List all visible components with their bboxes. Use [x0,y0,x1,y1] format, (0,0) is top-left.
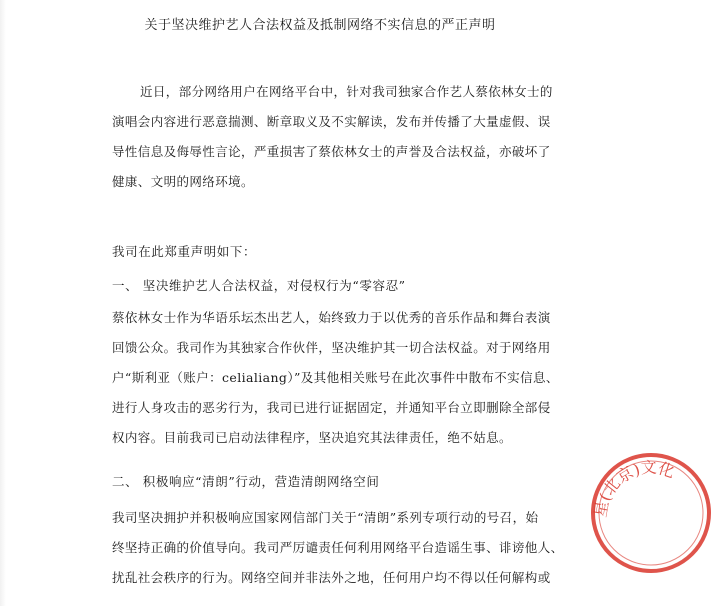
company-seal [586,448,716,578]
document-title: 关于坚决维护艺人合法权益及抵制网络不实信息的严正声明 [144,18,496,33]
page-edge-shadow [0,0,6,606]
section-two-line: 我司坚决拥护并积极响应国家网信部门关于“清朗”系列专项行动的号召，始 [112,510,539,525]
section-one-line: 回馈公众。我司作为其独家合作伙伴，坚决维护其一切合法权益。对于网络用 [112,340,551,355]
section-one-line: 户“斯利亚（账户：celialiang）”及其他相关账号在此次事件中散布不实信息、 [112,370,559,385]
section-two-line: 终坚持正确的价值导向。我司严厉谴责任何利用网络平台造谣生事、诽谤他人、 [112,540,564,555]
section-two-line: 扰乱社会秩序的行为。网络空间并非法外之地，任何用户均不得以任何解构或 [112,570,551,585]
section-one-line: 进行人身攻击的恶劣行为，我司已进行证据固定，并通知平台立即删除全部侵 [112,400,551,415]
intro-line: 导性信息及侮辱性言论，严重损害了蔡依林女士的声誉及合法权益，亦破坏了 [112,144,551,159]
intro-line: 演唱会内容进行恶意揣测、断章取义及不实解读，发布并传播了大量虚假、误 [112,114,551,129]
section-two-heading: 二、 积极响应“清朗”行动，营造清朗网络空间 [112,474,380,489]
seal-text: 星(北京)文化 [590,457,677,519]
statement-lead: 我司在此郑重声明如下： [112,244,257,259]
intro-line: 健康、文明的网络环境。 [112,174,254,189]
section-one-line: 蔡依林女士作为华语乐坛杰出艺人，始终致力于以优秀的音乐作品和舞台表演 [112,310,551,325]
section-one-heading: 一、 坚决维护艺人合法权益，对侵权行为“零容忍” [112,278,406,293]
intro-line: 近日，部分网络用户在网络平台中，针对我司独家合作艺人蔡依林女士的 [140,84,553,99]
section-one-line: 权内容。目前我司已启动法律程序，坚决追究其法律责任，绝不姑息。 [112,430,512,445]
